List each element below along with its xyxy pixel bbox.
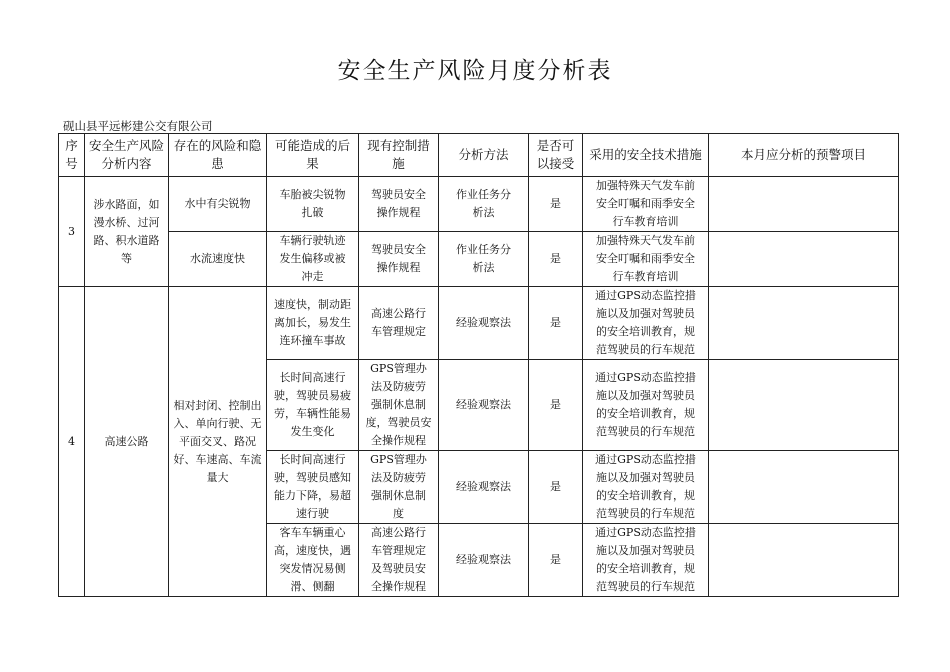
header-cell-measure: 采用的安全技术措施 <box>583 134 709 177</box>
control-cell: 驾驶员安全 操作规程 <box>359 177 439 232</box>
control-cell: 高速公路行 车管理规定 及驾驶员安 全操作规程 <box>359 524 439 597</box>
method-cell: 经验观察法 <box>439 524 529 597</box>
risk-content-cell: 高速公路 <box>85 287 169 597</box>
row-number: 4 <box>59 287 85 597</box>
acceptable-cell: 是 <box>529 360 583 451</box>
warning-cell <box>709 360 899 451</box>
acceptable-cell: 是 <box>529 451 583 524</box>
measure-cell: 通过GPS动态监控措 施以及加强对驾驶员 的安全培训教育，规 范驾驶员的行车规范 <box>583 524 709 597</box>
hazard-cell: 水中有尖锐物 <box>169 177 267 232</box>
company-name: 砚山县平远彬建公交有限公司 <box>63 119 213 133</box>
consequence-cell: 车辆行驶轨迹 发生偏移或被 冲走 <box>267 232 359 287</box>
table-row <box>59 232 899 287</box>
control-cell: 驾驶员安全 操作规程 <box>359 232 439 287</box>
header-cell-acceptable: 是否可以接受 <box>529 134 583 177</box>
consequence-cell: 长时间高速行 驶，驾驶员感知 能力下降，易超 速行驶 <box>267 451 359 524</box>
hazard-cell: 相对封闭、控制出 入、单向行驶、无 平面交叉、路况 好、车速高、车流 量大 <box>169 287 267 597</box>
header-cell-content: 安全生产风险分析内容 <box>85 134 169 177</box>
measure-cell: 加强特殊天气发车前 安全叮嘱和雨季安全 行车教育培训 <box>583 177 709 232</box>
control-cell: GPS管理办 法及防疲劳 强制休息制 度，驾驶员安 全操作规程 <box>359 360 439 451</box>
hazard-cell: 水流速度快 <box>169 232 267 287</box>
acceptable-cell: 是 <box>529 524 583 597</box>
control-cell: GPS管理办 法及防疲劳 强制休息制 度 <box>359 451 439 524</box>
table-row <box>59 177 899 232</box>
warning-cell <box>709 232 899 287</box>
consequence-cell: 速度快，制动距 离加长，易发生 连环撞车事故 <box>267 287 359 360</box>
risk-analysis-table <box>58 133 899 597</box>
measure-cell: 通过GPS动态监控措 施以及加强对驾驶员 的安全培训教育，规 范驾驶员的行车规范 <box>583 360 709 451</box>
consequence-cell: 客车车辆重心 高，速度快，遇 突发情况易侧 滑、侧翻 <box>267 524 359 597</box>
warning-cell <box>709 524 899 597</box>
risk-content-cell: 涉水路面，如 漫水桥、过河 路、积水道路 等 <box>85 177 169 287</box>
control-cell: 高速公路行 车管理规定 <box>359 287 439 360</box>
measure-cell: 通过GPS动态监控措 施以及加强对驾驶员 的安全培训教育，规 范驾驶员的行车规范 <box>583 287 709 360</box>
header-cell-consequence: 可能造成的后果 <box>267 134 359 177</box>
acceptable-cell: 是 <box>529 287 583 360</box>
warning-cell <box>709 287 899 360</box>
table-header-row <box>59 134 899 177</box>
measure-cell: 加强特殊天气发车前 安全叮嘱和雨季安全 行车教育培训 <box>583 232 709 287</box>
header-cell-hazard: 存在的风险和隐患 <box>169 134 267 177</box>
method-cell: 经验观察法 <box>439 451 529 524</box>
header-cell-no: 序号 <box>59 134 85 177</box>
consequence-cell: 长时间高速行 驶，驾驶员易疲 劳，车辆性能易 发生变化 <box>267 360 359 451</box>
method-cell: 经验观察法 <box>439 287 529 360</box>
acceptable-cell: 是 <box>529 177 583 232</box>
page-title: 安全生产风险月度分析表 <box>337 58 613 84</box>
header-cell-control: 现有控制措施 <box>359 134 439 177</box>
acceptable-cell: 是 <box>529 232 583 287</box>
consequence-cell: 车胎被尖锐物 扎破 <box>267 177 359 232</box>
warning-cell <box>709 177 899 232</box>
method-cell: 作业任务分 析法 <box>439 177 529 232</box>
table-row <box>59 287 899 360</box>
row-number: 3 <box>59 177 85 287</box>
method-cell: 作业任务分 析法 <box>439 232 529 287</box>
method-cell: 经验观察法 <box>439 360 529 451</box>
header-cell-method: 分析方法 <box>439 134 529 177</box>
header-cell-warning: 本月应分析的预警项目 <box>709 134 899 177</box>
measure-cell: 通过GPS动态监控措 施以及加强对驾驶员 的安全培训教育，规 范驾驶员的行车规范 <box>583 451 709 524</box>
warning-cell <box>709 451 899 524</box>
